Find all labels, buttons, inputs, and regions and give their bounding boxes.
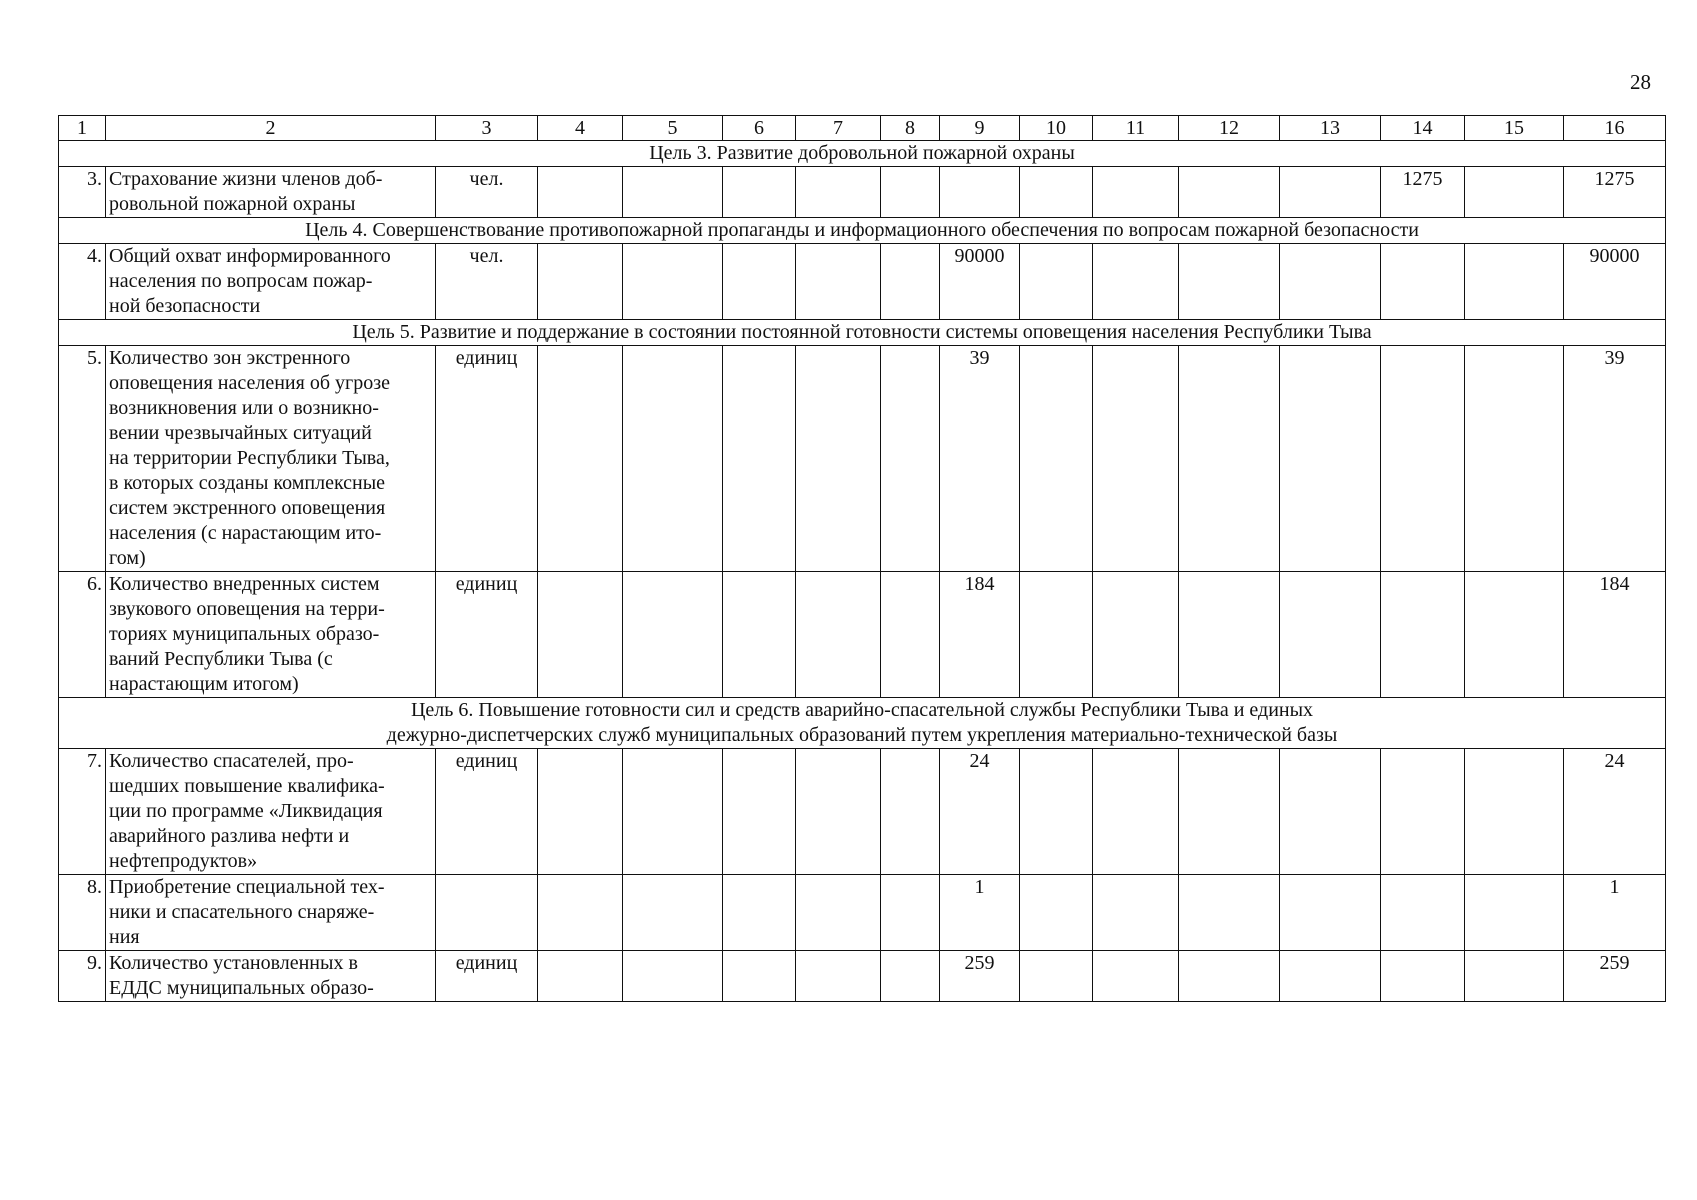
table-row xyxy=(59,167,1666,218)
row-number: 6. xyxy=(59,572,106,698)
total-cell: 90000 xyxy=(1564,244,1666,320)
goal-row xyxy=(59,141,1666,167)
value-cell: 259 xyxy=(940,951,1020,1002)
goal-row xyxy=(59,218,1666,244)
indicator-name: Страхование жизни членов доб- ровольной пожарной охраны xyxy=(106,167,436,218)
goal-row xyxy=(59,698,1666,749)
unit-cell: чел. xyxy=(436,244,538,320)
indicator-name: Количество зон экстренного оповещения населения об угрозе возникновения или о возникно- вении чрезвычайных ситуаций на территории Республики Тыва, в которых созданы комплексные систем экстренного оповещения населения (с нарастающим ито- гом) xyxy=(106,346,436,572)
table-row xyxy=(59,346,1666,572)
column-header: 13 xyxy=(1280,116,1381,141)
page-number: 28 xyxy=(1630,70,1651,94)
unit-cell: единиц xyxy=(436,346,538,572)
column-header: 3 xyxy=(436,116,538,141)
table-row xyxy=(59,244,1666,320)
unit-cell: единиц xyxy=(436,951,538,1002)
unit-cell: единиц xyxy=(436,749,538,875)
row-number: 3. xyxy=(59,167,106,218)
column-header: 4 xyxy=(538,116,623,141)
row-number: 9. xyxy=(59,951,106,1002)
column-header: 15 xyxy=(1465,116,1564,141)
column-header: 8 xyxy=(881,116,940,141)
indicator-name: Количество установленных в ЕДДС муниципальных образо- xyxy=(106,951,436,1002)
value-cell: 90000 xyxy=(940,244,1020,320)
table-row xyxy=(59,951,1666,1002)
value-cell: 1275 xyxy=(1381,167,1465,218)
column-header: 11 xyxy=(1093,116,1179,141)
goal-heading: Цель 6. Повышение готовности сил и средств аварийно-спасательной службы Республики Тыва и единых дежурно-диспетчерских служб муниципальных образований путем укрепления материально-технической базы xyxy=(59,698,1666,749)
goal-row xyxy=(59,320,1666,346)
total-cell: 1275 xyxy=(1564,167,1666,218)
indicator-name: Приобретение специальной тех- ники и спасательного снаряже- ния xyxy=(106,875,436,951)
indicator-name: Количество спасателей, про- шедших повышение квалифика- ции по программе «Ликвидация аварийного разлива нефти и нефтепродуктов» xyxy=(106,749,436,875)
column-header: 12 xyxy=(1179,116,1280,141)
value-cell: 39 xyxy=(940,346,1020,572)
total-cell: 24 xyxy=(1564,749,1666,875)
column-header: 1 xyxy=(59,116,106,141)
table-row xyxy=(59,875,1666,951)
indicators-table xyxy=(58,115,1666,1002)
total-cell: 184 xyxy=(1564,572,1666,698)
column-header: 6 xyxy=(723,116,796,141)
indicator-name: Общий охват информированного населения по вопросам пожар- ной безопасности xyxy=(106,244,436,320)
column-header: 9 xyxy=(940,116,1020,141)
table-row xyxy=(59,749,1666,875)
total-cell: 259 xyxy=(1564,951,1666,1002)
column-header: 14 xyxy=(1381,116,1465,141)
column-header: 5 xyxy=(623,116,723,141)
value-cell: 1 xyxy=(940,875,1020,951)
unit-cell: чел. xyxy=(436,167,538,218)
unit-cell xyxy=(436,875,538,951)
column-header: 2 xyxy=(106,116,436,141)
column-header: 10 xyxy=(1020,116,1093,141)
goal-heading: Цель 4. Совершенствование противопожарной пропаганды и информационного обеспечения по вопросам пожарной безопасности xyxy=(59,218,1666,244)
goal-heading: Цель 5. Развитие и поддержание в состоянии постоянной готовности системы оповещения населения Республики Тыва xyxy=(59,320,1666,346)
value-cell: 184 xyxy=(940,572,1020,698)
row-number: 4. xyxy=(59,244,106,320)
total-cell: 1 xyxy=(1564,875,1666,951)
row-number: 8. xyxy=(59,875,106,951)
goal-heading: Цель 3. Развитие добровольной пожарной охраны xyxy=(59,141,1666,167)
indicator-name: Количество внедренных систем звукового оповещения на терри- ториях муниципальных образо- ваний Республики Тыва (с нарастающим итогом) xyxy=(106,572,436,698)
column-header: 7 xyxy=(796,116,881,141)
table-row xyxy=(59,572,1666,698)
value-cell: 24 xyxy=(940,749,1020,875)
column-header: 16 xyxy=(1564,116,1666,141)
unit-cell: единиц xyxy=(436,572,538,698)
column-number-row xyxy=(59,116,1666,141)
row-number: 7. xyxy=(59,749,106,875)
total-cell: 39 xyxy=(1564,346,1666,572)
row-number: 5. xyxy=(59,346,106,572)
